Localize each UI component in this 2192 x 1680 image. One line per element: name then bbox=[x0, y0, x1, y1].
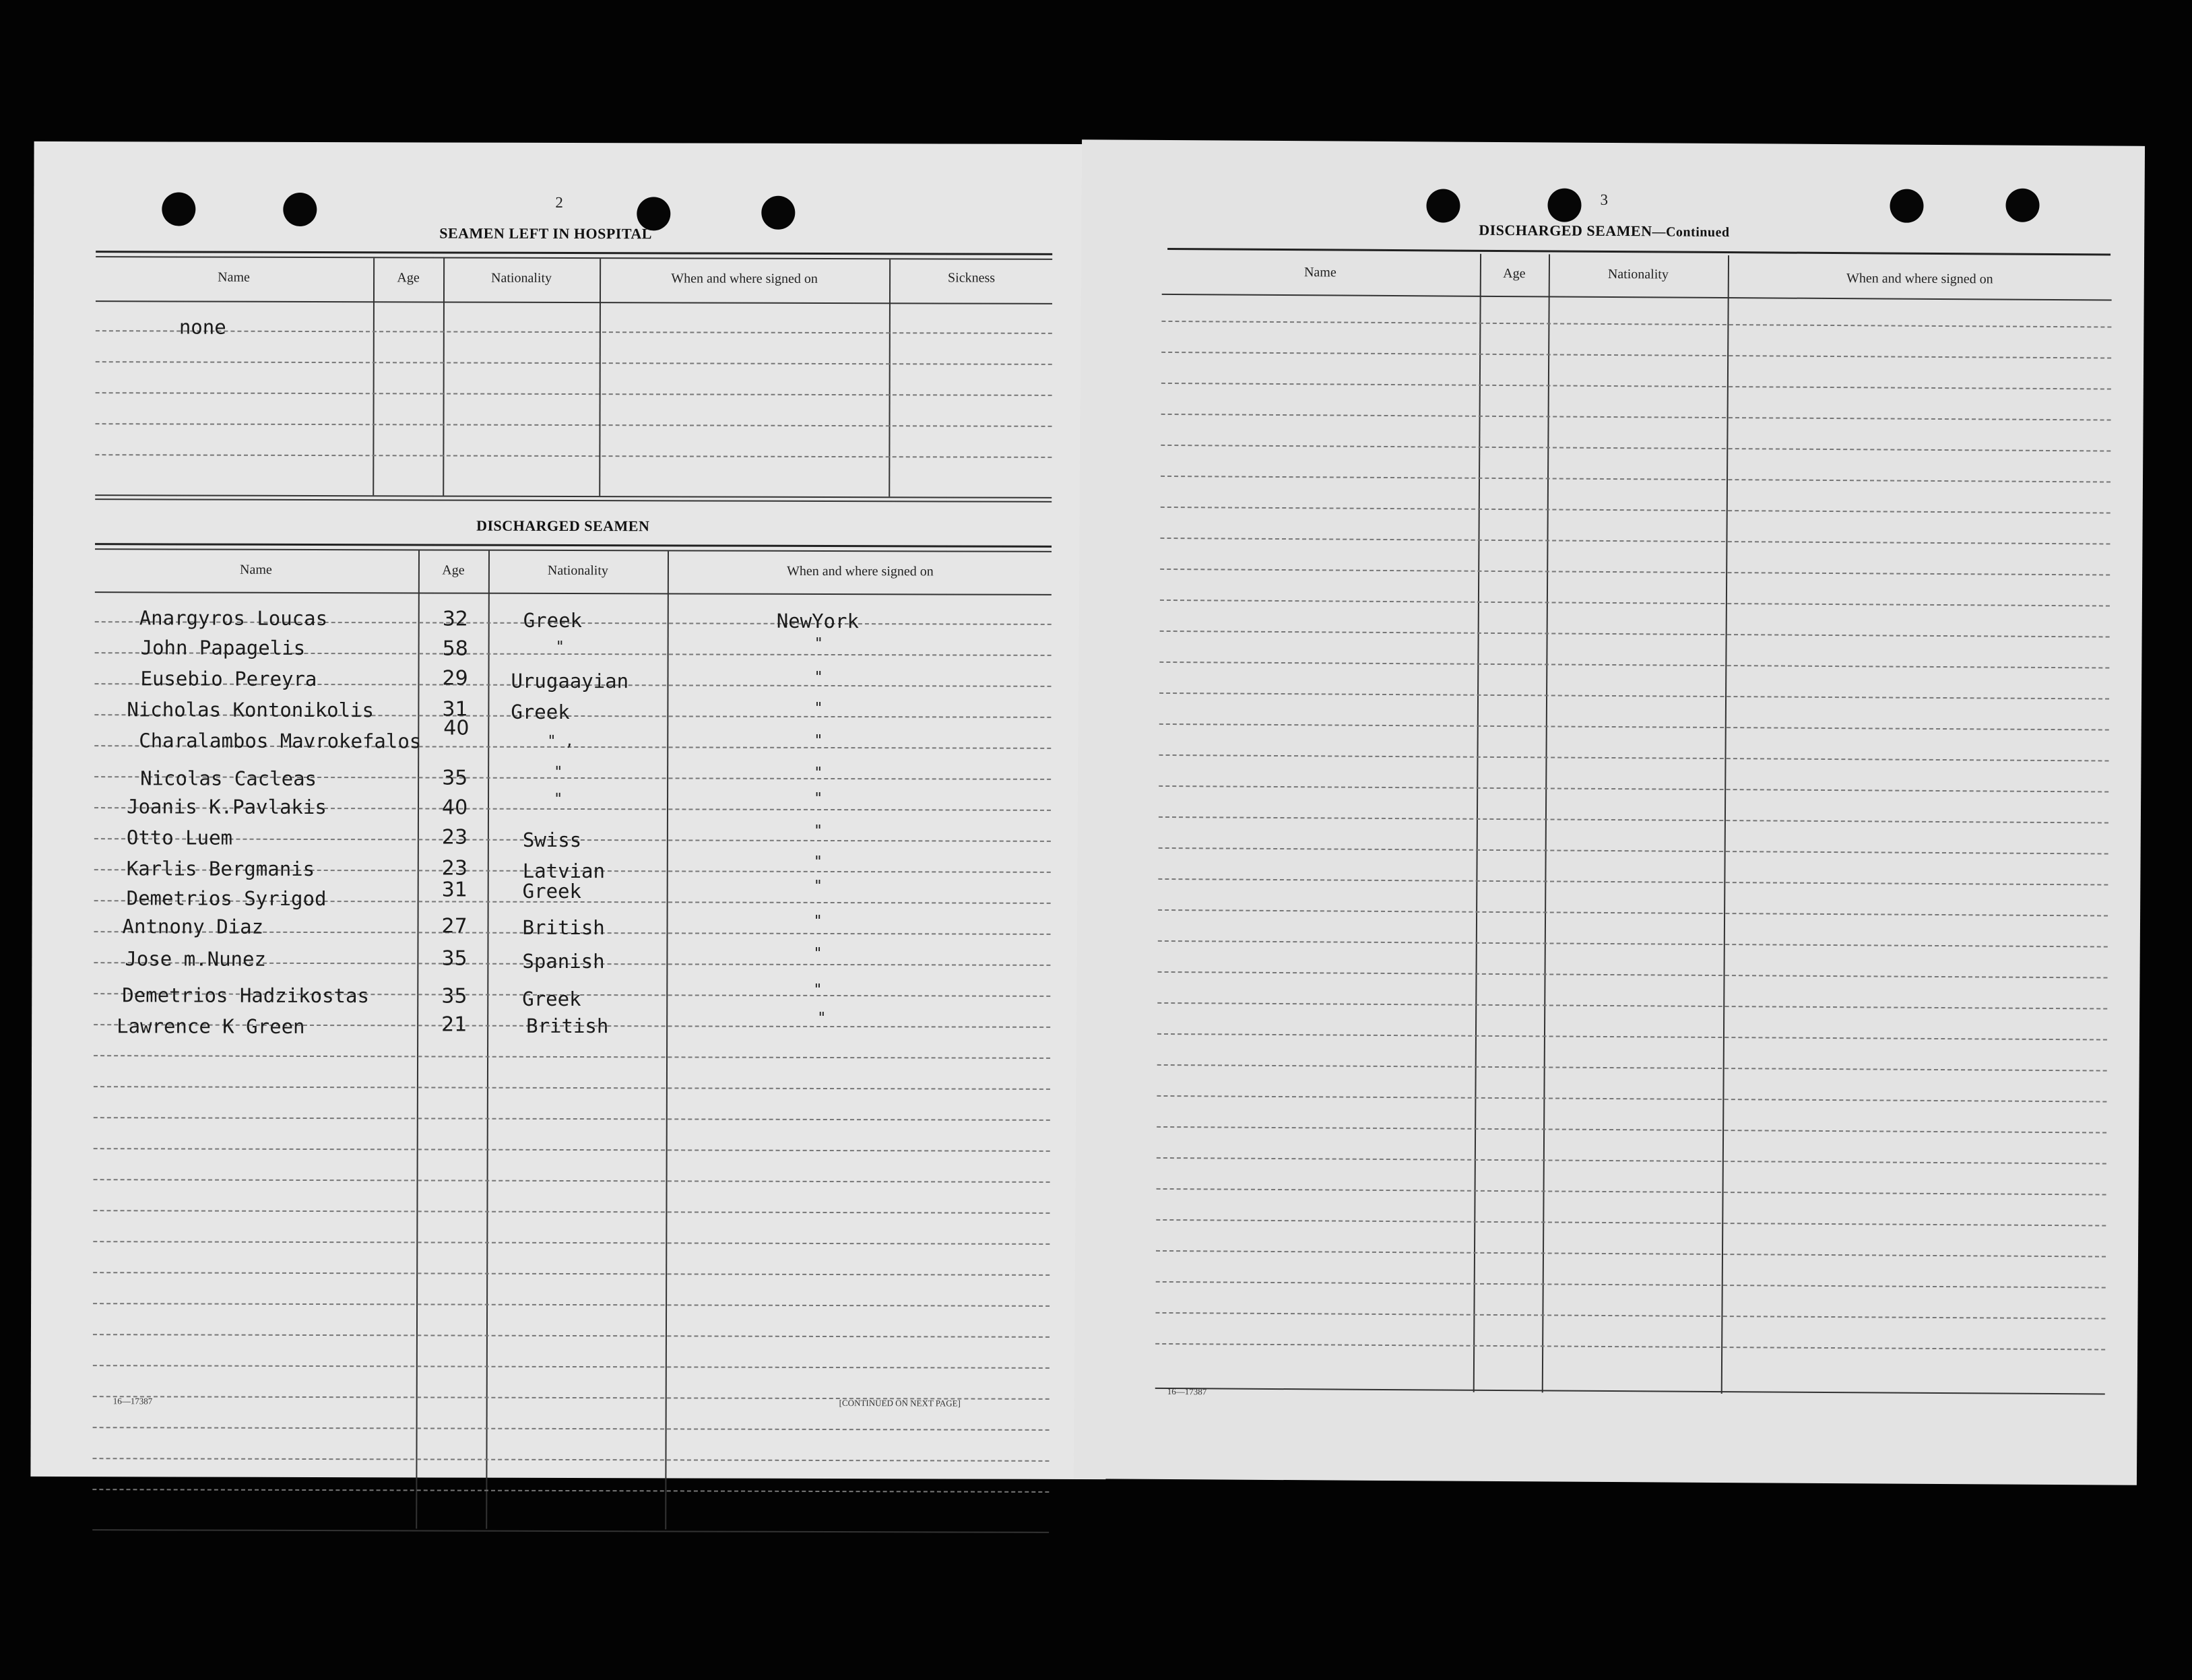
header-signed-on: When and where signed on bbox=[1846, 271, 1993, 287]
seaman-name: Anargyros Loucas bbox=[139, 606, 328, 631]
ditto-mark: " bbox=[554, 790, 563, 808]
ditto-mark: " bbox=[813, 822, 823, 839]
seaman-age: 35 bbox=[441, 984, 468, 1008]
seaman-nationality: Spanish bbox=[522, 949, 605, 973]
header-nationality: Nationality bbox=[1607, 266, 1669, 282]
seaman-name: Eusebio Pereyra bbox=[140, 667, 317, 691]
discharged-continued-title bbox=[1479, 222, 1729, 240]
seaman-signed-on: NewYork bbox=[776, 609, 860, 633]
ditto-mark: " bbox=[814, 635, 823, 652]
seaman-nationality: Greek bbox=[511, 700, 570, 723]
seaman-nationality: British bbox=[522, 915, 605, 940]
ditto-mark: " , bbox=[547, 732, 575, 750]
hospital-header-name: Name bbox=[218, 269, 250, 285]
seaman-age: 58 bbox=[442, 637, 468, 661]
form-number: 16—17387 bbox=[1167, 1386, 1207, 1397]
seaman-age: 35 bbox=[442, 766, 468, 790]
right-page bbox=[1074, 139, 2145, 1485]
seaman-age: 32 bbox=[442, 607, 468, 631]
seaman-name: Nicholas Kontonikolis bbox=[127, 698, 375, 722]
page-number: 3 bbox=[1600, 191, 1609, 208]
seaman-age: 27 bbox=[441, 914, 468, 938]
title-text: DISCHARGED SEAMEN bbox=[1479, 221, 1652, 240]
ditto-mark: " bbox=[554, 763, 563, 781]
hospital-section-title: SEAMEN LEFT IN HOSPITAL bbox=[439, 224, 652, 243]
page-number: 2 bbox=[555, 193, 563, 211]
ditto-mark: " bbox=[813, 912, 823, 930]
seaman-nationality: British bbox=[526, 1014, 609, 1038]
header-name: Name bbox=[1303, 265, 1336, 280]
ditto-mark: " bbox=[814, 789, 823, 807]
punch-hole-icon bbox=[1426, 189, 1460, 222]
ditto-mark: " bbox=[814, 668, 823, 686]
seaman-nationality: Swiss bbox=[522, 828, 582, 852]
ditto-mark: " bbox=[813, 944, 823, 962]
seaman-name: Otto Luem bbox=[126, 826, 233, 849]
punch-hole-icon bbox=[283, 193, 317, 226]
seaman-name: Demetrios Hadzikostas bbox=[122, 983, 369, 1008]
seaman-age: 31 bbox=[442, 697, 468, 721]
ditto-mark: " bbox=[555, 638, 565, 655]
hospital-header-age: Age bbox=[397, 270, 420, 286]
seaman-age: 35 bbox=[441, 946, 468, 971]
header-age: Age bbox=[1503, 266, 1526, 282]
punch-hole-icon bbox=[761, 196, 795, 230]
seaman-age: 40 bbox=[443, 716, 470, 740]
seaman-age: 23 bbox=[441, 856, 468, 880]
form-number: 16—17387 bbox=[112, 1396, 153, 1407]
discharged-header-age: Age bbox=[442, 562, 465, 578]
left-page bbox=[30, 141, 1109, 1479]
seaman-name: John Papagelis bbox=[140, 636, 306, 659]
seaman-name: Joanis K.Pavlakis bbox=[126, 795, 327, 819]
seaman-age: 40 bbox=[441, 796, 468, 820]
punch-hole-icon bbox=[1547, 188, 1581, 222]
discharged-header-signed-on: When and where signed on bbox=[787, 563, 934, 579]
hospital-header-sickness: Sickness bbox=[948, 270, 996, 286]
punch-hole-icon bbox=[162, 192, 195, 226]
seaman-nationality: Latvian bbox=[522, 859, 606, 883]
ditto-mark: " bbox=[817, 1009, 827, 1027]
seaman-age: 31 bbox=[441, 878, 468, 902]
seaman-age: 21 bbox=[441, 1012, 468, 1037]
seaman-name: Lawrence K Green bbox=[117, 1014, 305, 1038]
ditto-mark: " bbox=[814, 764, 823, 781]
discharged-header-name: Name bbox=[240, 562, 272, 577]
hospital-entry: none bbox=[179, 315, 226, 339]
ditto-mark: " bbox=[814, 699, 823, 717]
seaman-name: Antnony Diaz bbox=[122, 915, 264, 938]
seaman-nationality: Greek bbox=[523, 608, 583, 633]
seaman-name: Demetrios Syrigod bbox=[126, 886, 327, 911]
seaman-nationality: Greek bbox=[522, 879, 582, 903]
seaman-name: Nicolas Cacleas bbox=[140, 767, 317, 791]
seaman-name: Charalambos Mavrokefalos bbox=[139, 729, 422, 753]
seaman-age: 23 bbox=[441, 825, 468, 849]
seaman-nationality: Urugaayian bbox=[511, 669, 629, 693]
hospital-header-nationality: Nationality bbox=[491, 270, 552, 286]
seaman-name: Karlis Bergmanis bbox=[126, 857, 315, 881]
punch-hole-icon bbox=[1890, 189, 1923, 223]
discharged-header-nationality: Nationality bbox=[547, 562, 608, 579]
discharged-section-title: DISCHARGED SEAMEN bbox=[476, 517, 650, 535]
title-suffix: —Continued bbox=[1652, 224, 1730, 240]
continued-note: [CONTINUED ON NEXT PAGE] bbox=[839, 1398, 961, 1409]
ditto-mark: " bbox=[814, 732, 823, 749]
seaman-age: 29 bbox=[442, 666, 468, 690]
ditto-mark: " bbox=[813, 853, 823, 870]
hospital-header-signed-on: When and where signed on bbox=[671, 271, 818, 286]
ditto-mark: " bbox=[813, 877, 823, 895]
punch-hole-icon bbox=[2005, 189, 2039, 222]
seaman-nationality: Greek bbox=[522, 987, 581, 1011]
ditto-mark: " bbox=[813, 981, 823, 998]
seaman-name: Jose m.Nunez bbox=[125, 947, 266, 971]
